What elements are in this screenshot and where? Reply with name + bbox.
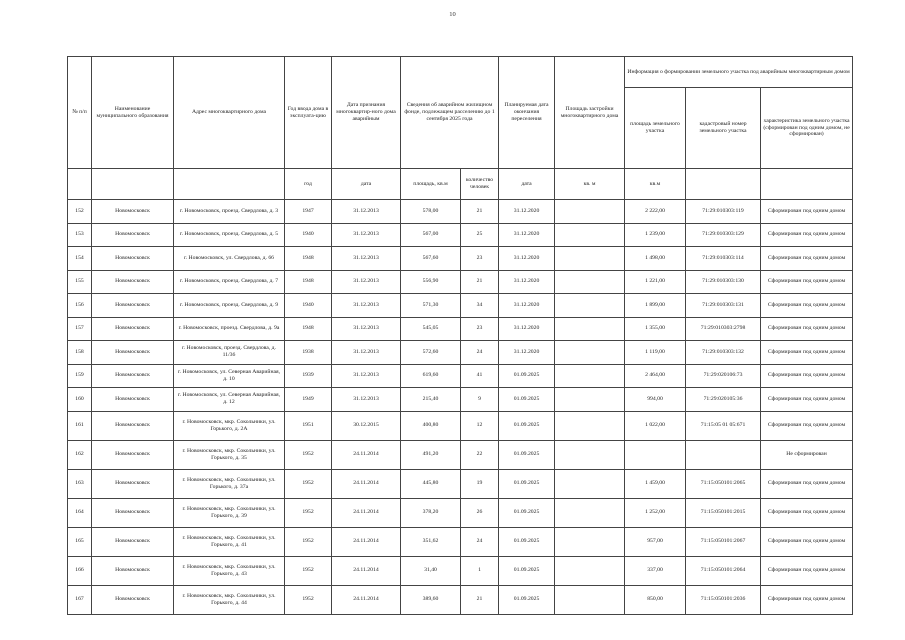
land-area-cell: [625, 440, 686, 469]
people-cell: 21: [461, 585, 499, 614]
planned-date-cell: 01.09.2025: [499, 388, 555, 412]
land-area-cell: 994,00: [625, 388, 686, 412]
characteristic-cell: Сформирован под одним домом: [761, 527, 853, 556]
header-year: Год ввода дома в эксплуата-цию: [285, 57, 332, 169]
address-cell: г. Новомосковск, проезд. Свердлова, д. 5: [174, 223, 285, 247]
recognition-date-cell: 24.11.2014: [332, 498, 401, 527]
people-cell: 12: [461, 411, 499, 440]
cadastral-cell: 71:29:010303:132: [686, 341, 761, 365]
land-area-cell: 337,00: [625, 556, 686, 585]
land-area-cell: 1 498,00: [625, 247, 686, 271]
year-cell: 1952: [285, 498, 332, 527]
people-cell: 21: [461, 200, 499, 224]
characteristic-cell: Сформирован под одним домом: [761, 223, 853, 247]
address-cell: г. Новомосковск, проезд. Свердлова, д. 3: [174, 200, 285, 224]
address-cell: г. Новомосковск, ул. Северная Аварийная, д. 12: [174, 388, 285, 412]
built-area-cell: [555, 440, 625, 469]
address-cell: г. Новомосковск, мкр. Сокольники, ул. Горького, д. 37а: [174, 469, 285, 498]
page-number: 10: [449, 11, 456, 18]
cadastral-cell: 71:29:010303:114: [686, 247, 761, 271]
land-area-cell: 1 252,00: [625, 498, 686, 527]
table-row: [68, 223, 853, 247]
year-cell: 1939: [285, 364, 332, 388]
municipality-cell: Новомосковск: [92, 341, 174, 365]
year-cell: 1940: [285, 294, 332, 318]
row-number: 161: [68, 411, 92, 440]
built-area-cell: [555, 223, 625, 247]
header-recognition-date: Дата признания многоквартир-ного дома аварийным: [332, 57, 401, 169]
header-characteristic: характеристика земельного участка (сформирован под одним домом, не сформирован): [761, 88, 853, 169]
unit-sqm-land: кв.м: [625, 169, 686, 200]
municipality-cell: Новомосковск: [92, 527, 174, 556]
municipality-cell: Новомосковск: [92, 270, 174, 294]
land-area-cell: 957,00: [625, 527, 686, 556]
land-area-cell: 1 899,00: [625, 294, 686, 318]
unit-sqm: кв. м: [555, 169, 625, 200]
header-municipality: Наименование муниципального образования: [92, 57, 174, 169]
recognition-date-cell: 24.11.2014: [332, 469, 401, 498]
municipality-cell: Новомосковск: [92, 364, 174, 388]
year-cell: 1952: [285, 527, 332, 556]
land-area-cell: 2 464,00: [625, 364, 686, 388]
built-area-cell: [555, 200, 625, 224]
cadastral-cell: 71:29:020106:73: [686, 364, 761, 388]
table-row: [68, 585, 853, 614]
land-area-cell: 1 239,00: [625, 223, 686, 247]
unit-people: количество человек: [461, 169, 499, 200]
recognition-date-cell: 31.12.2013: [332, 317, 401, 341]
planned-date-cell: 01.09.2025: [499, 469, 555, 498]
built-area-cell: [555, 364, 625, 388]
land-area-cell: 1 022,00: [625, 411, 686, 440]
table-row: [68, 388, 853, 412]
area-cell: 556,90: [401, 270, 461, 294]
year-cell: 1948: [285, 317, 332, 341]
planned-date-cell: 01.09.2025: [499, 585, 555, 614]
row-number: 155: [68, 270, 92, 294]
people-cell: 21: [461, 270, 499, 294]
address-cell: г. Новомосковск, проезд. Свердлова, д. 9: [174, 294, 285, 318]
area-cell: 445,80: [401, 469, 461, 498]
municipality-cell: Новомосковск: [92, 556, 174, 585]
row-number: 164: [68, 498, 92, 527]
header-land-info: Информация о формировании земельного участка под аварийным многоквартирным домом: [625, 57, 853, 88]
area-cell: 31,40: [401, 556, 461, 585]
recognition-date-cell: 31.12.2013: [332, 364, 401, 388]
address-cell: г. Новомосковск, ул. Северная Аварийная, д. 10: [174, 364, 285, 388]
characteristic-cell: Сформирован под одним домом: [761, 388, 853, 412]
planned-date-cell: 01.09.2025: [499, 498, 555, 527]
people-cell: 1: [461, 556, 499, 585]
unit-empty: [686, 169, 761, 200]
cadastral-cell: 71:15:050101:2015: [686, 498, 761, 527]
table-row: [68, 294, 853, 318]
row-number: 152: [68, 200, 92, 224]
year-cell: 1948: [285, 247, 332, 271]
municipality-cell: Новомосковск: [92, 223, 174, 247]
recognition-date-cell: 31.12.2013: [332, 341, 401, 365]
municipality-cell: Новомосковск: [92, 200, 174, 224]
built-area-cell: [555, 556, 625, 585]
area-cell: 389,60: [401, 585, 461, 614]
characteristic-cell: Сформирован под одним домом: [761, 294, 853, 318]
year-cell: 1948: [285, 270, 332, 294]
cadastral-cell: 71:15:050101:2064: [686, 556, 761, 585]
characteristic-cell: Сформирован под одним домом: [761, 341, 853, 365]
unit-date: дата: [332, 169, 401, 200]
land-area-cell: 2 222,00: [625, 200, 686, 224]
table-row: [68, 317, 853, 341]
characteristic-cell: Сформирован под одним домом: [761, 200, 853, 224]
land-area-cell: 1 355,00: [625, 317, 686, 341]
land-area-cell: 1 119,00: [625, 341, 686, 365]
people-cell: 23: [461, 247, 499, 271]
row-number: 160: [68, 388, 92, 412]
row-number: 153: [68, 223, 92, 247]
address-cell: г. Новомосковск, мкр. Сокольники, ул. Горького, д. 43: [174, 556, 285, 585]
area-cell: 567,60: [401, 247, 461, 271]
built-area-cell: [555, 270, 625, 294]
recognition-date-cell: 24.11.2014: [332, 440, 401, 469]
table-row: [68, 469, 853, 498]
people-cell: 24: [461, 527, 499, 556]
unit-empty: [761, 169, 853, 200]
planned-date-cell: 01.09.2025: [499, 527, 555, 556]
people-cell: 34: [461, 294, 499, 318]
cadastral-cell: [686, 440, 761, 469]
row-number: 166: [68, 556, 92, 585]
row-number: 163: [68, 469, 92, 498]
year-cell: 1952: [285, 469, 332, 498]
recognition-date-cell: 31.12.2013: [332, 294, 401, 318]
recognition-date-cell: 24.11.2014: [332, 585, 401, 614]
area-cell: 400,80: [401, 411, 461, 440]
header-cadastral: кадастровый номер земельного участка: [686, 88, 761, 169]
year-cell: 1951: [285, 411, 332, 440]
built-area-cell: [555, 498, 625, 527]
address-cell: г. Новомосковск, проезд. Свердлова, д. 7: [174, 270, 285, 294]
area-cell: 572,60: [401, 341, 461, 365]
people-cell: 19: [461, 469, 499, 498]
table-row: [68, 247, 853, 271]
people-cell: 26: [461, 498, 499, 527]
table-row: [68, 200, 853, 224]
cadastral-cell: 71:15:05 01 05:671: [686, 411, 761, 440]
planned-date-cell: 01.09.2025: [499, 440, 555, 469]
unit-year: год: [285, 169, 332, 200]
emergency-housing-table: [67, 56, 853, 615]
characteristic-cell: Сформирован под одним домом: [761, 411, 853, 440]
planned-date-cell: 31.12.2020: [499, 200, 555, 224]
built-area-cell: [555, 469, 625, 498]
built-area-cell: [555, 341, 625, 365]
land-area-cell: 1 459,00: [625, 469, 686, 498]
area-cell: 571,30: [401, 294, 461, 318]
row-number: 156: [68, 294, 92, 318]
table-row: [68, 270, 853, 294]
people-cell: 9: [461, 388, 499, 412]
planned-date-cell: 01.09.2025: [499, 364, 555, 388]
recognition-date-cell: 31.12.2013: [332, 200, 401, 224]
unit-empty: [174, 169, 285, 200]
header-emergency-fund: Сведения об аварийном жилищном фонде, подлежащем расселению до 1 сентября 2025 года: [401, 57, 499, 169]
header-address: Адрес многоквартирного дома: [174, 57, 285, 169]
planned-date-cell: 31.12.2020: [499, 294, 555, 318]
recognition-date-cell: 30.12.2015: [332, 411, 401, 440]
built-area-cell: [555, 247, 625, 271]
year-cell: 1949: [285, 388, 332, 412]
year-cell: 1952: [285, 556, 332, 585]
header-num: № п/п: [68, 57, 92, 169]
characteristic-cell: Сформирован под одним домом: [761, 556, 853, 585]
area-cell: 491,20: [401, 440, 461, 469]
cadastral-cell: 71:29:010303:131: [686, 294, 761, 318]
area-cell: 567,00: [401, 223, 461, 247]
address-cell: г. Новомосковск, проезд. Свердлова, д. 11/36: [174, 341, 285, 365]
municipality-cell: Новомосковск: [92, 469, 174, 498]
area-cell: 351,62: [401, 527, 461, 556]
built-area-cell: [555, 411, 625, 440]
unit-area: площадь, кв.м: [401, 169, 461, 200]
table-row: [68, 411, 853, 440]
municipality-cell: Новомосковск: [92, 317, 174, 341]
municipality-cell: Новомосковск: [92, 294, 174, 318]
header-planned-date: Планируемая дата окончания переселения: [499, 57, 555, 169]
people-cell: 41: [461, 364, 499, 388]
area-cell: 578,00: [401, 200, 461, 224]
row-number: 158: [68, 341, 92, 365]
address-cell: г. Новомосковск, проезд. Свердлова, д. 9а: [174, 317, 285, 341]
address-cell: г. Новомосковск, ул. Свердлова, д. 66: [174, 247, 285, 271]
cadastral-cell: 71:29:010303:2798: [686, 317, 761, 341]
row-number: 159: [68, 364, 92, 388]
address-cell: г. Новомосковск, мкр. Сокольники, ул. Горького, д. 39: [174, 498, 285, 527]
year-cell: 1938: [285, 341, 332, 365]
area-cell: 378,20: [401, 498, 461, 527]
cadastral-cell: 71:29:010303:119: [686, 200, 761, 224]
cadastral-cell: 71:29:020105:36: [686, 388, 761, 412]
recognition-date-cell: 31.12.2013: [332, 388, 401, 412]
recognition-date-cell: 31.12.2013: [332, 247, 401, 271]
municipality-cell: Новомосковск: [92, 411, 174, 440]
cadastral-cell: 71:15:050101:2067: [686, 527, 761, 556]
unit-date-planned: дата: [499, 169, 555, 200]
land-area-cell: 1 221,00: [625, 270, 686, 294]
planned-date-cell: 01.09.2025: [499, 411, 555, 440]
area-cell: 619,60: [401, 364, 461, 388]
built-area-cell: [555, 317, 625, 341]
year-cell: 1947: [285, 200, 332, 224]
built-area-cell: [555, 388, 625, 412]
planned-date-cell: 31.12.2020: [499, 317, 555, 341]
municipality-cell: Новомосковск: [92, 388, 174, 412]
characteristic-cell: Не сформирован: [761, 440, 853, 469]
planned-date-cell: 31.12.2020: [499, 270, 555, 294]
address-cell: г. Новомосковск, мкр. Сокольники, ул. Горького, д. 44: [174, 585, 285, 614]
unit-empty: [68, 169, 92, 200]
people-cell: 22: [461, 440, 499, 469]
characteristic-cell: Сформирован под одним домом: [761, 585, 853, 614]
recognition-date-cell: 31.12.2013: [332, 223, 401, 247]
cadastral-cell: 71:29:010303:130: [686, 270, 761, 294]
year-cell: 1952: [285, 440, 332, 469]
planned-date-cell: 31.12.2020: [499, 223, 555, 247]
recognition-date-cell: 31.12.2013: [332, 270, 401, 294]
address-cell: г. Новомосковск, мкр. Сокольники, ул. Горького, д. 41: [174, 527, 285, 556]
year-cell: 1940: [285, 223, 332, 247]
cadastral-cell: 71:15:050101:2036: [686, 585, 761, 614]
address-cell: г. Новомосковск, мкр. Сокольники, ул. Горького, д. 2А: [174, 411, 285, 440]
table-row: [68, 498, 853, 527]
row-number: 165: [68, 527, 92, 556]
recognition-date-cell: 24.11.2014: [332, 556, 401, 585]
header-land-area: площадь земельного участка: [625, 88, 686, 169]
municipality-cell: Новомосковск: [92, 440, 174, 469]
municipality-cell: Новомосковск: [92, 585, 174, 614]
municipality-cell: Новомосковск: [92, 247, 174, 271]
characteristic-cell: Сформирован под одним домом: [761, 270, 853, 294]
characteristic-cell: Сформирован под одним домом: [761, 317, 853, 341]
people-cell: 24: [461, 341, 499, 365]
table-row: [68, 440, 853, 469]
header-built-area: Площадь застройки многоквартирного дома: [555, 57, 625, 169]
municipality-cell: Новомосковск: [92, 498, 174, 527]
row-number: 154: [68, 247, 92, 271]
land-area-cell: 850,00: [625, 585, 686, 614]
table-row: [68, 556, 853, 585]
table-row: [68, 527, 853, 556]
recognition-date-cell: 24.11.2014: [332, 527, 401, 556]
people-cell: 25: [461, 223, 499, 247]
planned-date-cell: 31.12.2020: [499, 341, 555, 365]
cadastral-cell: 71:15:050101:2065: [686, 469, 761, 498]
area-cell: 545,05: [401, 317, 461, 341]
built-area-cell: [555, 585, 625, 614]
characteristic-cell: Сформирован под одним домом: [761, 498, 853, 527]
row-number: 162: [68, 440, 92, 469]
characteristic-cell: Сформирован под одним домом: [761, 247, 853, 271]
table-row: [68, 341, 853, 365]
area-cell: 215,40: [401, 388, 461, 412]
address-cell: г. Новомосковск, мкр. Сокольники, ул. Горького, д. 35: [174, 440, 285, 469]
characteristic-cell: Сформирован под одним домом: [761, 364, 853, 388]
planned-date-cell: 01.09.2025: [499, 556, 555, 585]
year-cell: 1952: [285, 585, 332, 614]
people-cell: 23: [461, 317, 499, 341]
row-number: 167: [68, 585, 92, 614]
built-area-cell: [555, 294, 625, 318]
built-area-cell: [555, 527, 625, 556]
cadastral-cell: 71:29:010303:129: [686, 223, 761, 247]
row-number: 157: [68, 317, 92, 341]
characteristic-cell: Сформирован под одним домом: [761, 469, 853, 498]
planned-date-cell: 31.12.2020: [499, 247, 555, 271]
unit-empty: [92, 169, 174, 200]
table-row: [68, 364, 853, 388]
